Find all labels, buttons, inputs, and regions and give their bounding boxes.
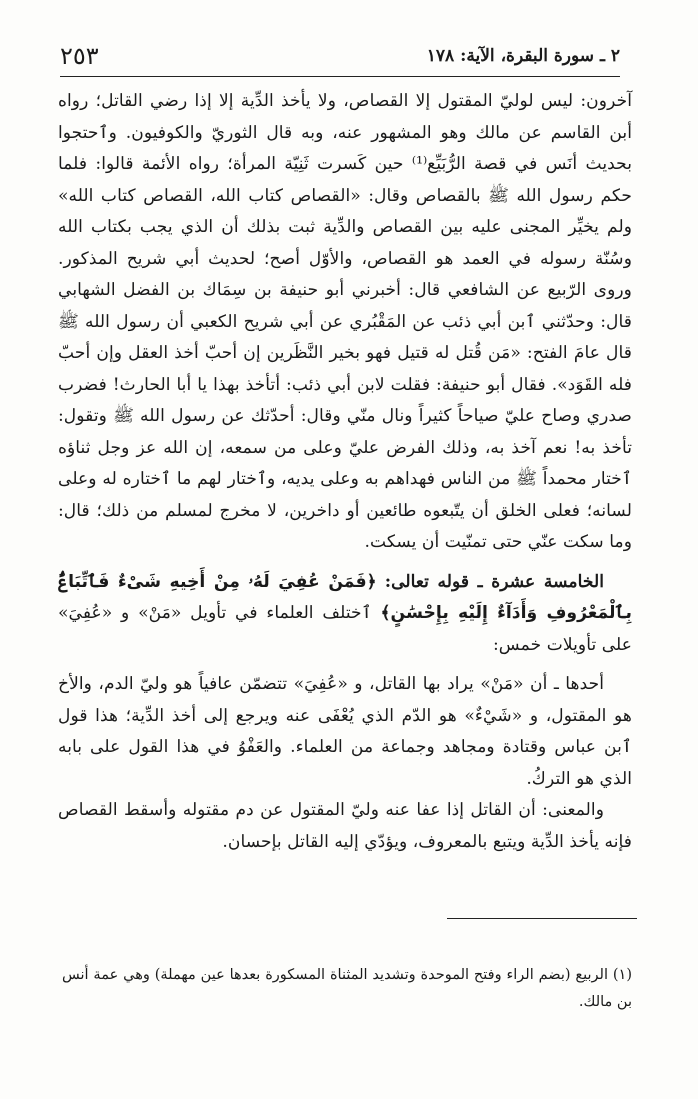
paragraph-1: آخرون: ليس لوليّ المقتول إلا القصاص، ولا يأخذ الدِّية إلا إذا رضي القاتل؛ رواه أبن القاسم عن مالك وهو المشهور عنه، وبه قال الثوريّ والكوفيون. وٱحتجوا بحديث أنَس في قصة الرُّبَيِّع⁽¹⁾ حين كَسرت ثَنِيّة المرأة؛ رواه الأئمة قالوا: فلما حكم رسول الله ﷺ بالقصاص وقال: «القصاص كتاب الله، القصاص كتاب الله» ولم يخيِّر المجنى عليه بين القصاص والدِّية ثبت بذلك أن الذي يجب بكتاب الله وسُنّة رسوله في العمد هو القصاص، والأوّل أصح؛ لحديث أبي شريح المذكور. وروى الرّبيع عن الشافعي قال: أخبرني أبو حنيفة بن سِمَاك بن الفضل الشهابي قال: وحدّثني ٱبن أبي ذئب عن المَقْبُري عن أبي شريح الكعبي أن رسول الله ﷺ قال عامَ الفتح: «مَن قُتل له قتيل فهو بخير النَّظَرين إن أحبّ أخذ العقل وإن أحبّ فله القَوَد». فقال أبو حنيفة: فقلت لابن أبي ذئب: أتأخذ بهذا يا أبا الحارث! فضرب صدري وصاح عليّ صياحاً كثيراً ونال منّي وقال: أحدّثك عن رسول الله ﷺ وتقول: تأخذ به! نعم آخذ به، وذلك الفرض عليّ وعلى من سمعه، إن الله عز وجل ثناؤه ٱختار محمداً ﷺ من الناس فهداهم به وعلى يديه، وٱختار لهم ما ٱختاره له وعلى لسانه؛ فعلى الخلق أن يتّبعوه طائعين أو داخرين، لا مخرج لمسلم من ذلك؛ قال: وما سكت عنّي حتى تمنّيت أن يسكت.: [58, 91, 632, 552]
page-header: [60, 40, 620, 77]
footnote-divider: [447, 918, 637, 919]
paragraph-2-text: ٱختلف العلماء في تأويل «مَنْ» و «عُفِيَ» على تأويلات خمس:: [58, 603, 632, 655]
paragraph-2: [58, 567, 632, 662]
footnote-1: (١) الربيع (بضم الراء وفتح الموحدة وتشديد المثناة المسكورة بعدها عين مهملة) وهي عمة أنس بن مالك.: [62, 967, 632, 1010]
footnotes: [62, 962, 632, 1016]
paragraph-3: أحدها ـ أن «مَنْ» يراد بها القاتل، و «عُفِيَ» تتضمّن عافياً هو وليّ الدم، والأخ هو المقتول، و «شَيْءٌ» هو الدّم الذي يُعْفَى عنه ويرجع إلى أخذ الدِّية؛ هذا قول ٱبن عباس وقتادة ومجاهد وجماعة من العلماء. والعَفْوُ في هذا القول على بابه الذي هو التركُ.: [58, 674, 632, 789]
quran-verse: ﴿فَمَنْ عُفِيَ لَهُۥ مِنْ أَخِيهِ شَىْءٌ فَٱتِّبَاعٌۢ بِٱلْمَعْرُوفِ وَأَدَآءٌ إِلَيْهِ بِإِحْسَٰنٍ﴾: [58, 571, 632, 623]
paragraph-4: والمعنى: أن القاتل إذا عفا عنه وليّ المقتول عن دم مقتوله وأسقط القصاص فإنه يأخذ الدِّية ويتبع بالمعروف، ويؤدّي إليه القاتل بإحسان.: [58, 800, 632, 852]
main-text: [58, 86, 632, 858]
running-head: ٢ ـ سورة البقرة، الآية: ١٧٨: [426, 46, 620, 66]
section-label: الخامسة عشرة ـ قوله تعالى:: [384, 571, 604, 592]
page-number: ٢٥٣: [60, 42, 99, 70]
